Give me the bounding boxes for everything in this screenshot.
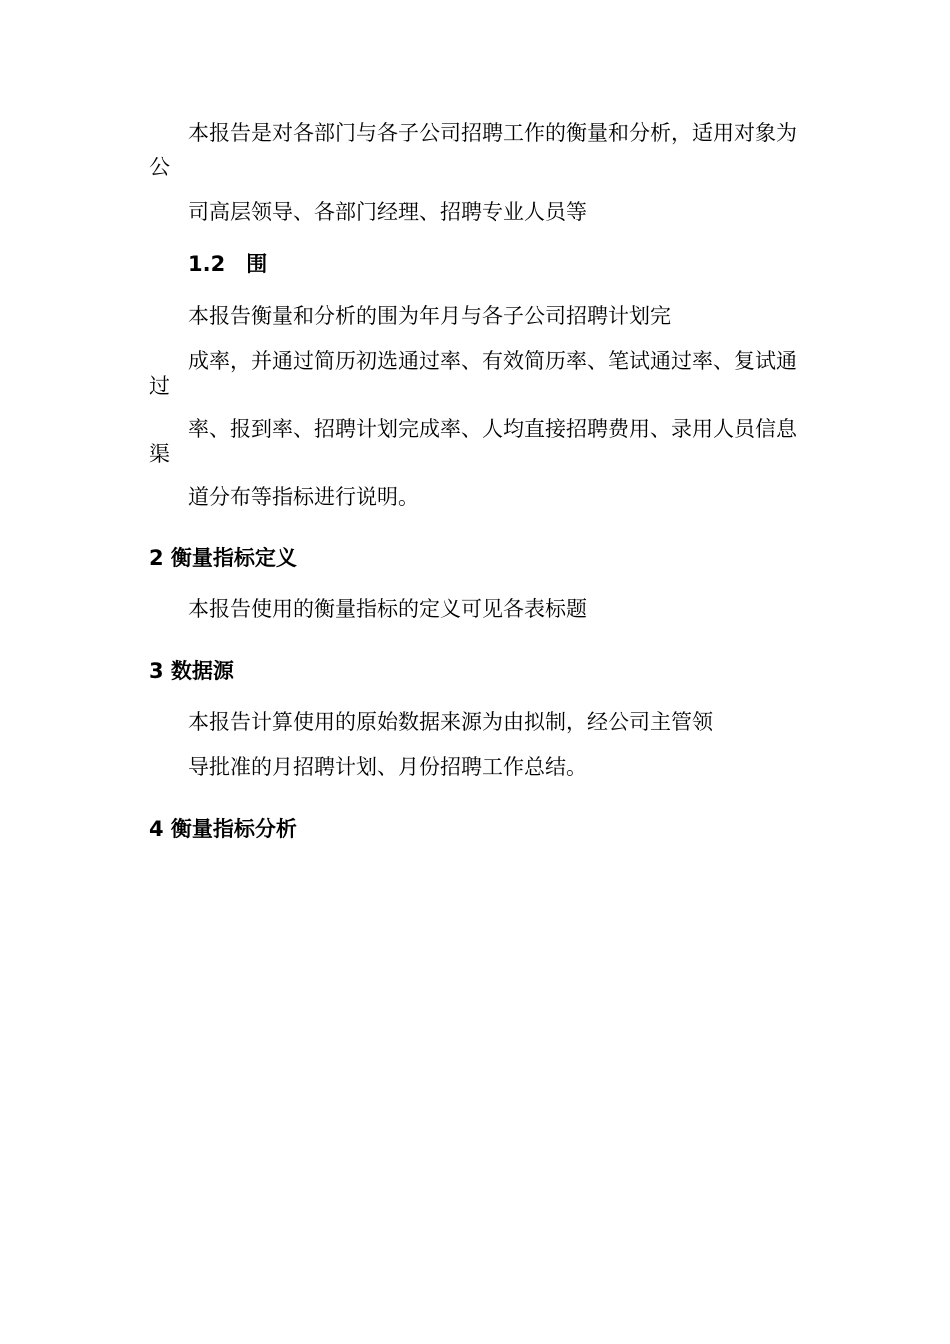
section-2-line-1: 本报告使用的衡量指标的定义可见各表标题 xyxy=(188,597,587,621)
section-1-2-line-4: 道分布等指标进行说明。 xyxy=(188,485,419,509)
intro-line-1: 本报告是对各部门与各子公司招聘工作的衡量和分析，适用对象为 xyxy=(188,121,797,145)
section-1-2-line-3-wrap: 渠 xyxy=(149,442,170,466)
section-2-heading: 2 衡量指标定义 xyxy=(149,546,297,570)
section-1-2-line-2: 成率，并通过简历初选通过率、有效简历率、笔试通过率、复试通 xyxy=(188,349,797,373)
section-1-2-line-2-wrap: 过 xyxy=(149,374,170,398)
intro-line-2: 司高层领导、各部门经理、招聘专业人员等 xyxy=(188,200,587,224)
section-1-2-heading: 1.2 围 xyxy=(188,252,268,276)
section-1-2-line-1: 本报告衡量和分析的围为年月与各子公司招聘计划完 xyxy=(188,304,671,328)
section-3-line-2: 导批准的月招聘计划、月份招聘工作总结。 xyxy=(188,755,587,779)
section-1-2-line-3: 率、报到率、招聘计划完成率、人均直接招聘费用、录用人员信息 xyxy=(188,417,797,441)
intro-line-1-wrap: 公 xyxy=(149,155,170,179)
section-3-heading: 3 数据源 xyxy=(149,659,234,683)
section-3-line-1: 本报告计算使用的原始数据来源为由拟制，经公司主管领 xyxy=(188,710,713,734)
section-4-heading: 4 衡量指标分析 xyxy=(149,817,297,841)
